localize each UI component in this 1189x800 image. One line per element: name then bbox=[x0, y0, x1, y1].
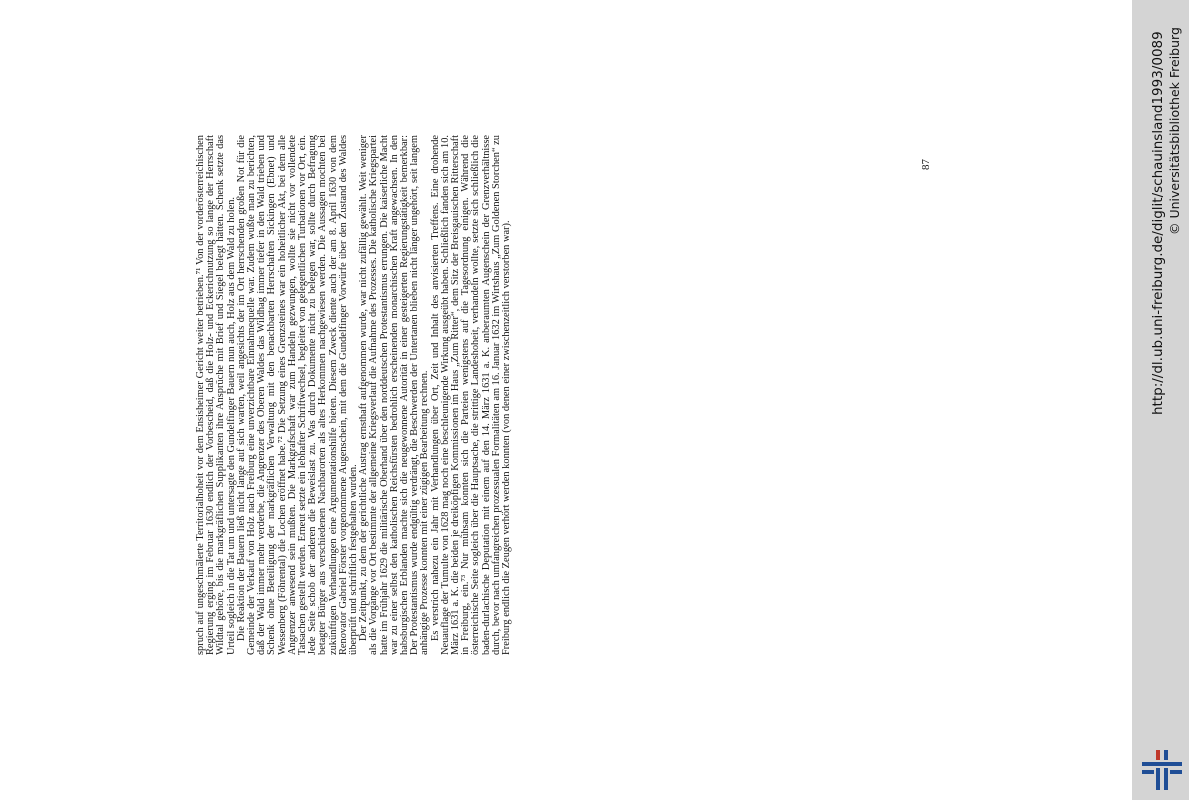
copyright-notice: © Universitätsbibliothek Freiburg bbox=[1167, 27, 1182, 235]
ub-freiburg-logo-icon bbox=[1142, 748, 1182, 792]
paragraph-3: Der Zeitpunkt, zu dem der gerichtliche Austrag ernsthaft aufgenommen wurde, war nicht zufällig gewählt. Weit weniger als die Vorgänge vor Ort bestimmte der allgemeine Kriegsverlauf die Aufnahme des Prozesses. Die katholische Kriegspartei hatte im Frühjahr 1629 die militärische Oberhand über den norddeutschen Protestantismus errungen. Die kaiserliche Macht war zu einer selbst den katholischen Reichsfürsten bedrohlich erscheinenden monarchischen Kraft angewachsen. In den habsburgischen Erblanden machte sich die neugewonnene Autorität in einer gesteigerten Regierungstätigkeit bemerkbar: Der Protestantismus wurde endgültig verdrängt, die Beschwerden der Untertanen blieben nicht länger ungehört, seit langem anhängige Prozesse konnten mit einer zügigen Bearbeitung rechnen. bbox=[358, 135, 431, 655]
body-text bbox=[196, 135, 512, 655]
rotated-page-content bbox=[190, 0, 932, 800]
paragraph-2: Die Reaktion der Bauern ließ nicht lange auf sich warten, weil angesichts der im Ort herrschenden großen Not für die Gemeinde der Verkauf von Holz nach Freiburg eine unverzichtbare Einnahmequelle war. Zudem wußte man zu berichten, daß der Wald immer mehr verderbe, die Angrenzer des Oberen Waldes das Wildhag immer tiefer in den Wald trieben und Schenk ohne Beteiligung der markgräflichen Verwaltung mit den benachbarten Herrschaften Sickingen (Ebnet) und Wessenberg (Föhrental) die Lochen eröffnet habe.⁷² Die Setzung eines Grenzsteines war ein hoheitlicher Akt, bei dem alle Angrenzer anwesend sein mußten. Die Markgrafschaft war zum Handeln gezwungen, wollte sie nicht vor vollendete Tatsachen gestellt werden. Erneut setzte ein lebhafter Schriftwechsel, begleitet von gelegentlichen Turbationen vor Ort, ein. Jede Seite schob der anderen die Beweislast zu. Was durch Dokumente nicht zu belegen war, sollte durch Befragung betagter Bürger aus verschiedenen Nachbarorten als altes Herkommen nachgewiesen werden. Die Aussagen mochten bei zukünftigen Verhandlungen eine Argumentationshilfe bieten. Diesem Zweck diente auch der am 8. April 1630 von dem Renovator Gabriel Förster vorgenommene Augenschein, mit dem die Gundelfinger Vorwürfe über den Zustand des Waldes überprüft und schriftlich festgehalten wurden. bbox=[235, 135, 360, 655]
page-number: 87 bbox=[920, 159, 932, 170]
source-url-link[interactable]: http://dl.ub.uni-freiburg.de/diglit/schauinsland1993/0089 bbox=[1150, 31, 1166, 415]
paragraph-4: Es verstrich nahezu ein Jahr mit Verhandlungen über Ort, Zeit und Inhalt des anvisierten Treffens. Eine drohende Neuauflage der Tumulte von 1628 mag noch eine beschleunigende Wirkung ausgeübt haben. Schließlich fanden sich am 10. März 1631 a. K. die beiden je dreiköpfigen Kommissionen im Haus „Zum Ritter“, dem Sitz der Breisgauischen Ritterschaft in Freiburg, ein.⁷³ Nur mühsam konnten sich die Parteien wenigstens auf die Tagesordnung einigen. Während die österreichische Seite sogleich über die Hauptsache, die strittige Landeshoheit, verhandeln wollte, setzte sich schließlich die baden-durlachische Deputation mit einem auf den 14. März 1631 a. K. anberaumten Augenschein der Grenzverhältnisse durch, bevor nach umfangreichen prozessualen Formalitäten am 16. Januar 1632 im Wirtshaus „Zum Goldenen Storchen“ zu Freiburg endlich die Zeugen verhört werden konnten (von denen einer zwischenzeitlich verstorben war). bbox=[429, 135, 513, 655]
paragraph-1: spruch auf ungeschmälerte Territorialhoheit vor dem Ensisheimer Gericht weiter betrieben.⁷¹ Von der vorderösterreichischen Regierung erging im Februar 1630 endlich der Vorbescheid, daß die Holz- und Eckerichnutzung so lange der Herrschaft Wildtal gehöre, bis die markgräflichen Supplikanten ihre Ansprüche mit Brief und Siegel belegt hätten. Schenk setzte das Urteil sogleich in die Tat um und untersagte den Gundelfinger Bauern nun auch, Holz aus dem Wald zu holen. bbox=[195, 135, 237, 655]
viewer-sidebar bbox=[1132, 0, 1189, 800]
sidebar-rotated-text bbox=[1132, 0, 1189, 800]
